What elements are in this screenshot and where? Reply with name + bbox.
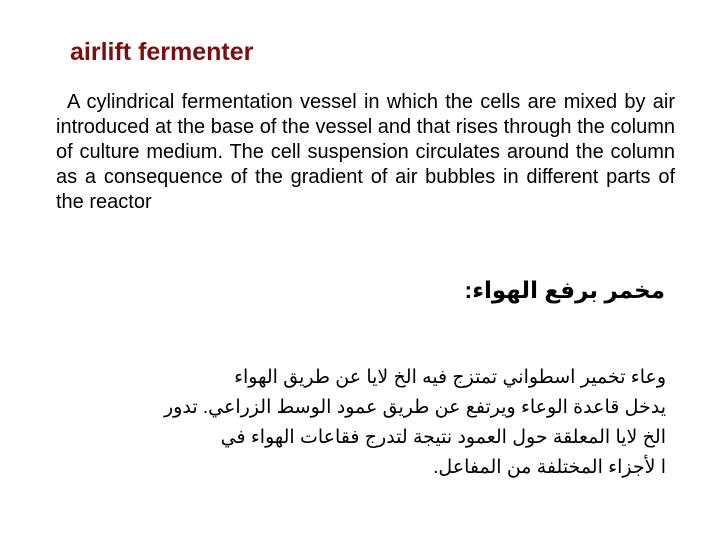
arabic-title: مخمر برفع الهواء: bbox=[464, 277, 665, 303]
english-definition bbox=[56, 90, 675, 215]
slide-title: airlift fermenter bbox=[70, 38, 254, 66]
english-definition-text: A cylindrical fermentation vessel in which the cells are mixed by air introduced at the base of the vessel and that rises through the column of culture medium. The cell suspension circulates around the column as a consequence of the gradient of air bubbles in different parts of the reactor bbox=[56, 91, 675, 213]
arabic-line-2: يدخل قاعدة الوعاء ويرتفع عن طريق عمود الوسط الزراعي. تدور bbox=[164, 397, 666, 418]
arabic-line-1: وعاء تخمير اسطواني تمتزج فيه الخ لايا عن طريق الهواء bbox=[234, 367, 666, 388]
arabic-line-4: ا لأجزاء المختلفة من المفاعل. bbox=[433, 457, 666, 478]
arabic-line-3: الخ لايا المعلقة حول العمود نتيجة لتدرج فقاعات الهواء في bbox=[220, 427, 666, 448]
arabic-definition bbox=[56, 363, 666, 483]
